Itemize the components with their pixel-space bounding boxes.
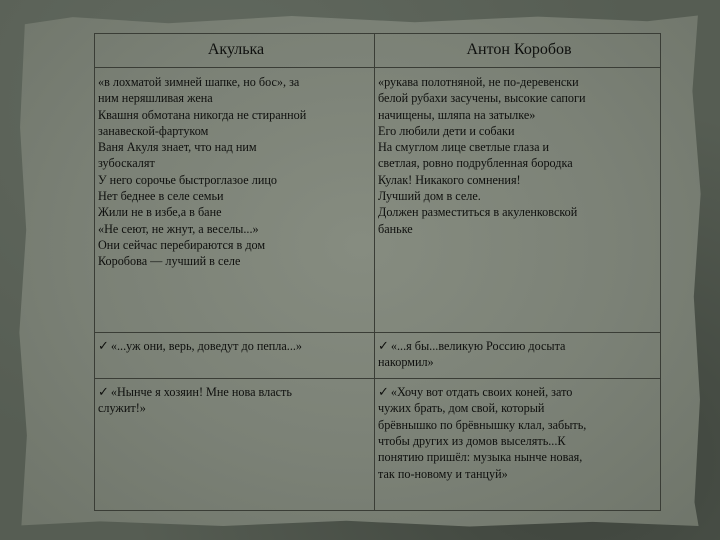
- korobov-quote-2-cont: чтобы других из домов выселять...К: [378, 433, 566, 448]
- akulka-line: У него сорочье быстроглазое лицо: [98, 172, 277, 187]
- akulka-line: «Не сеют, не жнут, а веселы...»: [98, 221, 259, 236]
- quote-text: «...я бы...великую Россию досыта: [390, 339, 566, 354]
- akulka-line: зубоскалят: [98, 156, 155, 171]
- korobov-line: белой рубахи засучены, высокие сапоги: [378, 91, 586, 106]
- korobov-quote-2-cell: [375, 379, 661, 511]
- akulka-line: Квашня обмотана никогда не стиранной: [98, 107, 307, 122]
- akulka-description-cell: [95, 68, 375, 333]
- korobov-quote-2-cont: так по-новому и танцуй»: [378, 466, 508, 481]
- akulka-line: ним неряшливая жена: [98, 91, 213, 106]
- korobov-quote-2-cont: понятию пришёл: музыка нынче новая,: [378, 450, 583, 465]
- checkmark-icon: ✓: [98, 384, 109, 400]
- akulka-quote-1-cell: [95, 333, 375, 379]
- akulka-line: Они сейчас перебираются в дом: [98, 237, 266, 252]
- akulka-line: Коробова — лучший в селе: [98, 254, 241, 269]
- checkmark-icon: ✓: [98, 338, 109, 354]
- korobov-quote-1-cont: накормил»: [378, 355, 434, 370]
- akulka-line: Жили не в избе,а в бане: [98, 205, 222, 220]
- akulka-line: занавеской-фартуком: [98, 123, 209, 138]
- quote-text: «...уж они, верь, доведут до пепла...»: [110, 339, 303, 354]
- akulka-quote-2-cont: служит!»: [98, 401, 146, 416]
- korobov-line: На смуглом лице светлые глаза и: [378, 140, 550, 155]
- quote-text: «Нынче я хозяин! Мне нова власть: [110, 385, 292, 400]
- korobov-line: начищены, шляпа на затылке»: [378, 107, 536, 122]
- akulka-quote-2-cell: [95, 379, 375, 511]
- quote-text: «Хочу вот отдать своих коней, зато: [390, 385, 573, 400]
- korobov-quote-2-cont: брёвнышко по брёвнышку клал, забыть,: [378, 417, 587, 432]
- korobov-quote-2-cont: чужих брать, дом свой, который: [378, 401, 545, 416]
- korobov-line: баньке: [378, 221, 413, 236]
- header-akulka: Акулька: [95, 34, 375, 68]
- akulka-quote-1: [98, 338, 374, 354]
- description-row: [95, 68, 661, 333]
- akulka-line: «в лохматой зимней шапке, но бос», за: [98, 75, 300, 89]
- comparison-table: [94, 33, 661, 511]
- korobov-line: Лучший дом в селе.: [378, 189, 481, 204]
- header-anton-korobov: Антон Коробов: [375, 34, 661, 68]
- korobov-description-cell: [375, 68, 661, 333]
- akulka-line: Ваня Акуля знает, что над ним: [98, 140, 257, 155]
- checkmark-icon: ✓: [378, 384, 389, 400]
- korobov-quote-2: [378, 384, 660, 400]
- korobov-quote-1-cell: [375, 333, 661, 379]
- korobov-quote-1: [378, 338, 660, 354]
- checkmark-icon: ✓: [378, 338, 389, 354]
- akulka-quote-2: [98, 384, 374, 400]
- akulka-line: Нет беднее в селе семьи: [98, 189, 224, 204]
- header-row: [95, 34, 661, 68]
- quotes-row-1: [95, 333, 661, 379]
- korobov-line: светлая, ровно подрубленная бородка: [378, 156, 573, 171]
- korobov-line: Его любили дети и собаки: [378, 123, 515, 138]
- korobov-line: Должен разместиться в акуленковской: [378, 205, 578, 220]
- quotes-row-2: [95, 379, 661, 511]
- korobov-line: Кулак! Никакого сомнения!: [378, 172, 521, 187]
- korobov-line: «рукава полотняной, не по-деревенски: [378, 75, 579, 89]
